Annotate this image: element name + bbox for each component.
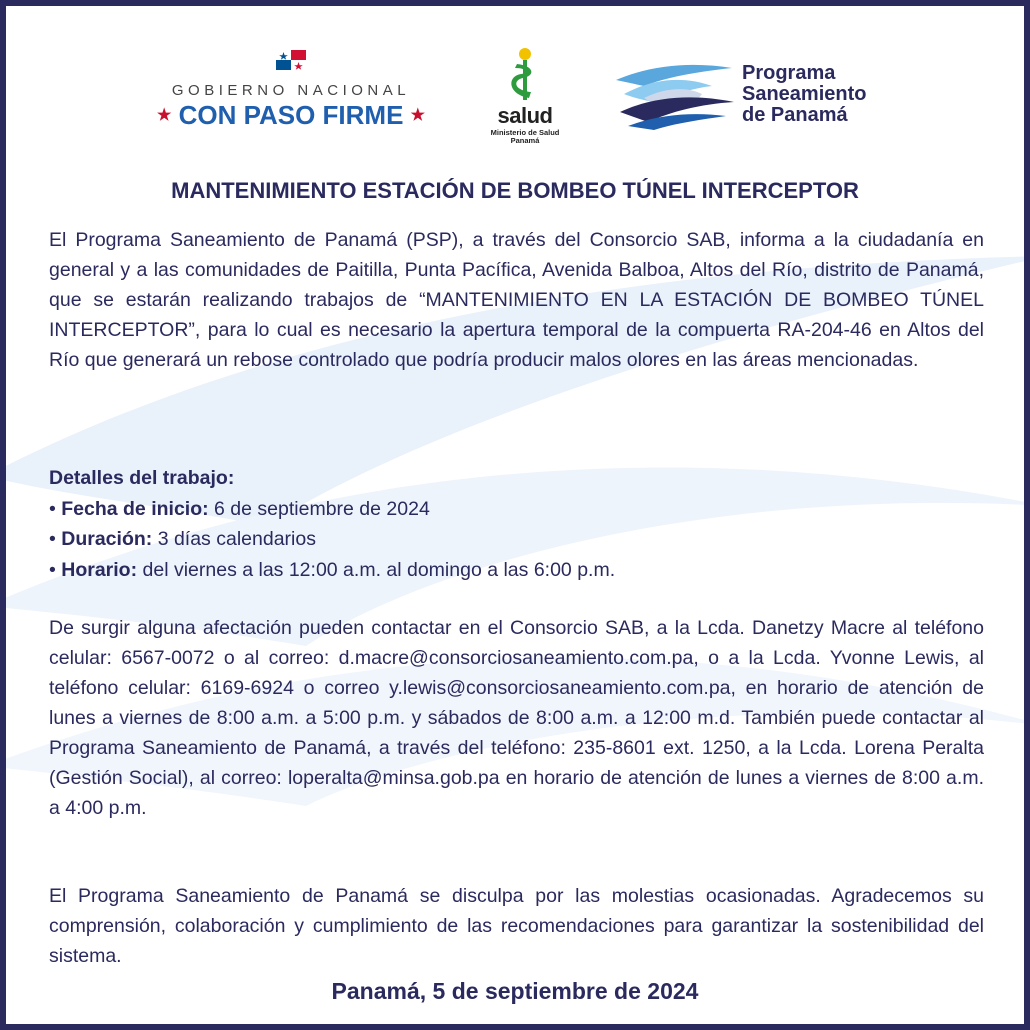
detail-value: 3 días calendarios [157,528,316,550]
caduceus-icon [505,46,545,102]
signoff-date: Panamá, 5 de septiembre de 2024 [331,978,699,1004]
gobierno-nacional-text: GOBIERNO NACIONAL [171,82,411,99]
document-content [6,6,1024,1024]
bullet: • [49,558,56,581]
psp-line-de-panama: de Panamá [742,104,848,126]
detail-label: Duración: [61,528,153,550]
minsa-salud-logo [480,46,570,145]
gobierno-nacional-logo [146,50,436,131]
closing-paragraph: El Programa Saneamiento de Panamá se disculpa por las molestias ocasionadas. Agradecemos su comprensión, colaboración y cumplimiento de las recomendaciones para garantizar la sostenibilidad del sistema. [49,885,984,967]
dolphin-wave-icon [614,58,739,133]
work-details [49,463,984,585]
detail-item-fecha [49,494,984,525]
detail-value: 6 de septiembre de 2024 [214,497,430,520]
detail-item-duracion [49,524,984,555]
star-icon: ★ [156,107,172,124]
detail-item-horario [49,555,984,586]
ministerio-de-salud-text: Ministerio de Salud [490,128,560,137]
psp-line-programa: Programa [742,62,836,84]
programa-saneamiento-logo [614,58,914,133]
document-title: MANTENIMIENTO ESTACIÓN DE BOMBEO TÚNEL INTERCEPTOR [171,178,859,203]
bullet: • [49,528,56,550]
intro-paragraph: El Programa Saneamiento de Panamá (PSP), a través del Consorcio SAB, informa a la ciudadanía en general y a las comunidades de Paitilla, Punta Pacífica, Avenida Balboa, Altos del Río, distrito de Panamá, que se estarán realizando trabajos de “MANTENIMIENTO EN LA ESTACIÓN DE BOMBEO TÚNEL INTERCEPTOR”, para lo cual es necesario la apertura temporal de la compuerta RA-204-46 en Altos del Río que generará un rebose controlado que podría producir malos olores en las áreas mencionadas. [49,229,984,371]
bullet: • [49,497,56,520]
details-heading: Detalles del trabajo: [49,467,235,489]
con-paso-firme-text [146,100,436,131]
programa-saneamiento-wordmark [742,63,866,126]
psp-line-saneamiento: Saneamiento [742,83,867,105]
contact-paragraph: De surgir alguna afectación pueden contactar en el Consorcio SAB, a la Lcda. Danetzy Macre al teléfono celular: 6567-0072 o al correo: d.macre@consorciosaneamiento.com.pa, o a la Lcda. Yvonne Lewis, al teléfono celular: 6169-6924 o correo y.lewis@consorciosaneamiento.com.pa, en horario de atención de lunes a viernes de 8:00 a.m. a 5:00 p.m. y sábados de 8:00 a.m. a 12:00 m.d. También puede contactar al Programa Saneamiento de Panamá, a través del teléfono: 235-8601 ext. 1250, a la Lcda. Lorena Peralta (Gestión Social), al correo: loperalta@minsa.gob.pa en horario de atención de lunes a viernes de 8:00 a.m. a 4:00 p.m. [49,617,984,819]
detail-label: Fecha de inicio: [61,497,209,520]
panama-flag-icon [276,50,306,70]
salud-panama-text: Panamá [510,136,540,145]
salud-wordmark: salud [497,103,553,128]
detail-value: del viernes a las 12:00 a.m. al domingo a las 6:00 p.m. [142,558,616,581]
star-icon: ★ [410,107,425,124]
detail-label: Horario: [61,558,138,581]
con-paso-firme-label: CON PASO FIRME [178,100,404,130]
